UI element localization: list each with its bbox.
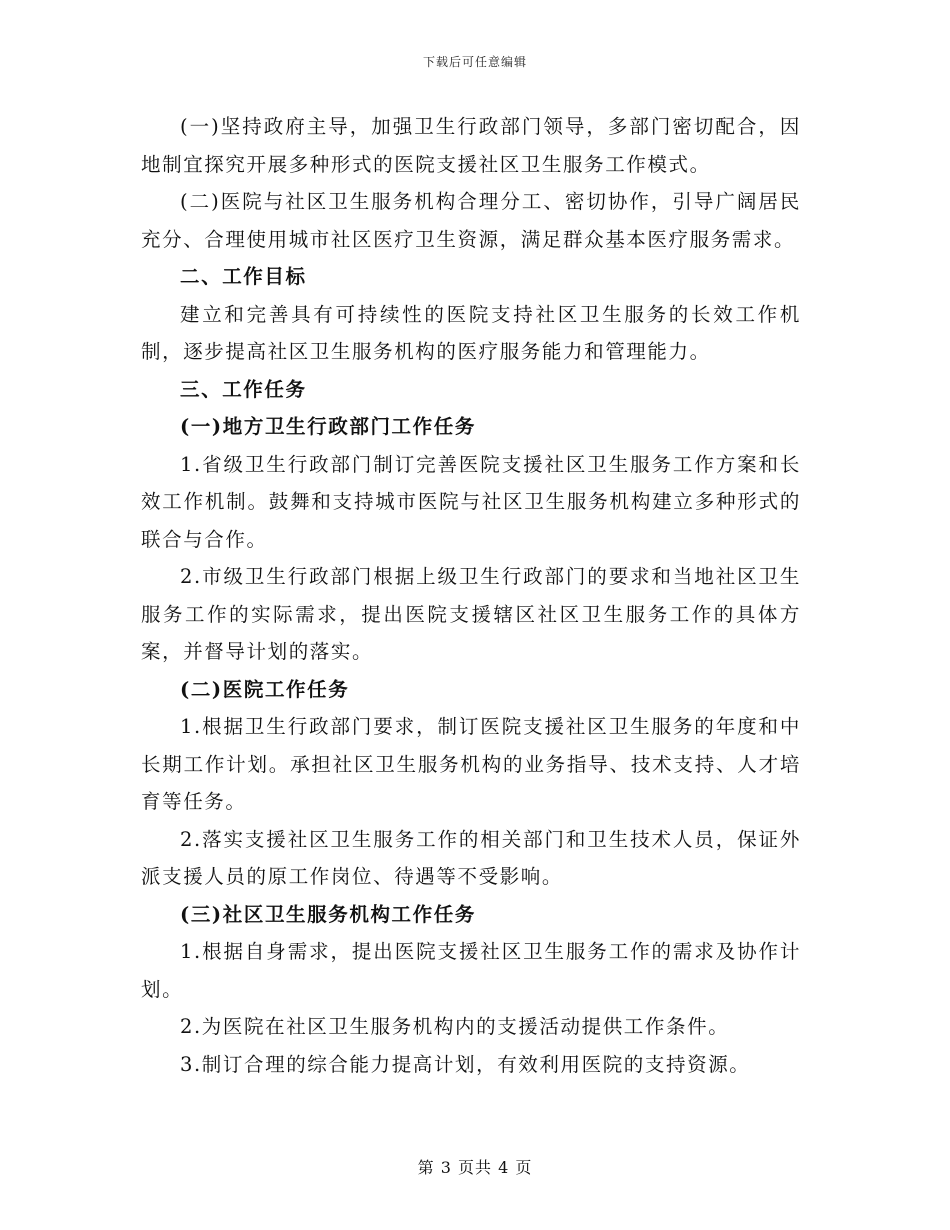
paragraph: 1.根据卫生行政部门要求，制订医院支援社区卫生服务的年度和中长期工作计划。承担社区卫生服务机构的业务指导、技术支持、人才培育等任务。 (141, 715, 801, 813)
section-heading: 二、工作目标 (180, 265, 307, 288)
paragraph: 3.制订合理的综合能力提高计划，有效利用医院的支持资源。 (180, 1052, 751, 1076)
subsection-heading: (一)地方卫生行政部门工作任务 (180, 415, 476, 438)
paragraph: 2.落实支援社区卫生服务工作的相关部门和卫生技术人员，保证外派支援人员的原工作岗位、待遇等不受影响。 (141, 827, 801, 888)
paragraph: (二)医院与社区卫生服务机构合理分工、密切协作，引导广阔居民充分、合理使用城市社区医疗卫生资源，满足群众基本医疗服务需求。 (141, 190, 801, 251)
section-heading: 三、工作任务 (180, 377, 307, 401)
paragraph: 2.市级卫生行政部门根据上级卫生行政部门的要求和当地社区卫生服务工作的实际需求，提出医院支援辖区社区卫生服务工作的具体方案，并督导计划的落实。 (141, 565, 801, 663)
subsection-heading: (二)医院工作任务 (180, 677, 350, 701)
paragraph: (一)坚持政府主导，加强卫生行政部门领导，多部门密切配合，因地制宜探究开展多种形式的医院支援社区卫生服务工作模式。 (141, 115, 801, 176)
document-body (141, 108, 801, 1083)
paragraph: 建立和完善具有可持续性的医院支持社区卫生服务的长效工作机制，逐步提高社区卫生服务机构的医疗服务能力和管理能力。 (141, 302, 801, 363)
paragraph: 1.省级卫生行政部门制订完善医院支援社区卫生服务工作方案和长效工作机制。鼓舞和支持城市医院与社区卫生服务机构建立多种形式的联合与合作。 (141, 452, 801, 551)
subsection-heading: (三)社区卫生服务机构工作任务 (180, 902, 476, 926)
page-footer: 第 3 页共 4 页 (417, 1158, 533, 1177)
page-header: 下载后可任意编辑 (422, 55, 527, 69)
paragraph: 1.根据自身需求，提出医院支援社区卫生服务工作的需求及协作计划。 (141, 940, 801, 1001)
paragraph: 2.为医院在社区卫生服务机构内的支援活动提供工作条件。 (180, 1015, 730, 1038)
